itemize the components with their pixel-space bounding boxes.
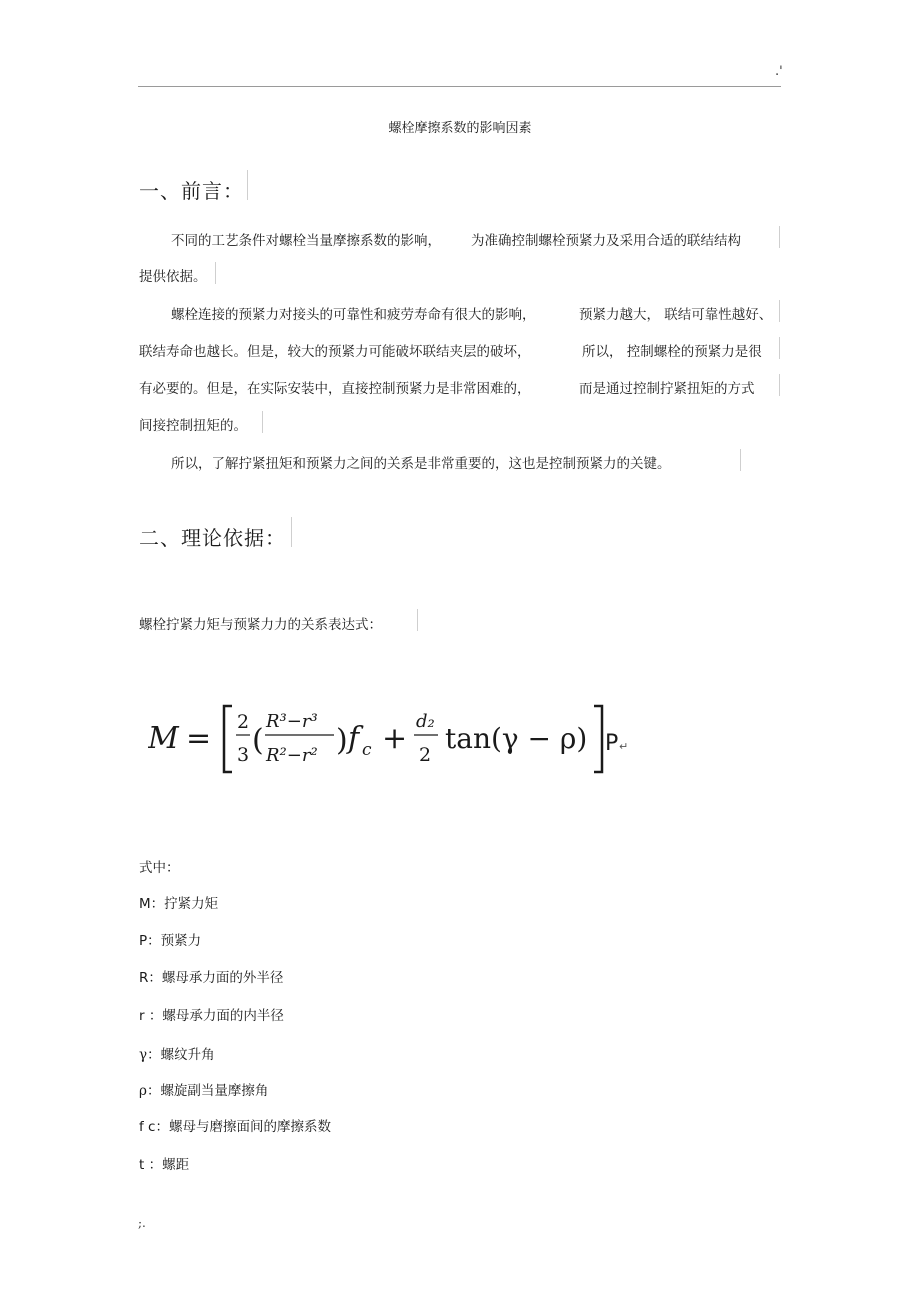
definition-separator: ： <box>146 1083 161 1099</box>
definition-item <box>139 1115 331 1135</box>
layout-marker <box>417 609 418 631</box>
definition-item <box>139 892 218 912</box>
definition-symbol: M <box>139 896 151 912</box>
layout-marker <box>215 262 216 284</box>
formula-suffix: P <box>605 731 619 756</box>
torque-preload-formula <box>148 700 628 780</box>
formula-lhs: M <box>148 721 179 756</box>
definition-text: 螺母承力面的外半径 <box>161 970 284 986</box>
paragraph-line: 而是通过控制拧紧扭矩的方式 <box>579 381 755 397</box>
frac1-den: 3 <box>237 744 250 766</box>
definition-text: 螺距 <box>162 1157 190 1173</box>
header-rule <box>138 86 781 87</box>
svg-text:=: = <box>186 721 212 756</box>
paragraph-line: 不同的工艺条件对螺栓当量摩擦系数的影响， <box>171 233 441 249</box>
paragraph-line: 提供依据。 <box>139 269 207 285</box>
svg-text:): ) <box>336 723 348 758</box>
layout-marker <box>740 449 741 471</box>
paragraph-line: 间接控制扭矩的。 <box>139 418 247 434</box>
definition-item <box>139 1153 189 1173</box>
layout-marker <box>779 300 780 322</box>
layout-marker <box>779 226 780 248</box>
formula-tan: tan(γ − ρ) <box>445 722 588 755</box>
paragraph-line: 为准确控制螺栓预紧力及采用合适的联结结构 <box>471 233 741 249</box>
formula-intro: 螺栓拧紧力矩与预紧力力的关系表达式： <box>139 617 382 633</box>
definition-item <box>139 1079 268 1099</box>
definition-symbol: P <box>139 933 148 949</box>
footer-mark: ;. <box>138 1216 146 1230</box>
definition-separator: ： <box>144 1157 163 1173</box>
definition-item <box>139 929 201 949</box>
definition-text: 螺母与磨擦面间的摩擦系数 <box>168 1119 331 1135</box>
definition-symbol: R <box>139 970 149 986</box>
document-title: 螺栓摩擦系数的影响因素 <box>388 121 532 136</box>
formula-fc: f <box>348 721 360 756</box>
definition-text: 预紧力 <box>160 933 202 949</box>
paragraph-line: 螺栓连接的预紧力对接头的可靠性和疲劳寿命有很大的影响， <box>171 307 536 323</box>
definition-separator: ： <box>147 1047 161 1063</box>
definition-item <box>139 1043 215 1063</box>
left-bracket <box>224 706 232 772</box>
definition-item <box>139 966 283 986</box>
frac3-den: 2 <box>419 744 432 766</box>
paragraph-line: 预紧力越大， 联结可靠性越好、 <box>579 307 773 323</box>
header-mark: .' <box>775 64 783 79</box>
definition-separator: ： <box>150 896 165 912</box>
formula-fc-sub: c <box>362 740 372 760</box>
frac3-num: d₂ <box>416 711 435 732</box>
layout-marker <box>262 411 263 433</box>
definition-symbol: f c <box>139 1119 156 1135</box>
definition-separator: ： <box>148 970 162 986</box>
section-heading-theory: 二、理论依据： <box>139 526 286 550</box>
definition-text: 拧紧力矩 <box>164 896 219 912</box>
svg-text:(: ( <box>252 723 264 758</box>
right-bracket <box>594 706 602 772</box>
paragraph-line: 所以， 控制螺栓的预紧力是很 <box>582 344 762 360</box>
definition-text: 螺纹升角 <box>160 1047 215 1063</box>
definition-symbol: ρ <box>139 1083 147 1099</box>
frac1-num: 2 <box>237 711 250 733</box>
definition-separator: ： <box>147 933 161 949</box>
definition-symbol: r <box>139 1008 145 1024</box>
paragraph-line: 有必要的。但是，在实际安装中，直接控制预紧力是非常困难的， <box>139 381 531 397</box>
layout-marker <box>779 374 780 396</box>
definition-separator: ： <box>155 1119 169 1135</box>
frac2-den: R²−r² <box>266 745 318 766</box>
layout-marker <box>291 517 292 547</box>
definition-symbol: γ <box>139 1047 148 1063</box>
definition-text: 螺母承力面的内半径 <box>162 1008 284 1024</box>
definition-symbol: t <box>139 1157 145 1173</box>
layout-marker <box>247 170 248 200</box>
layout-marker <box>779 337 780 359</box>
frac2-num: R³−r³ <box>266 711 318 732</box>
svg-text:+: + <box>382 721 408 756</box>
where-label: 式中： <box>139 860 180 876</box>
paragraph-line: 所以，了解拧紧扭矩和预紧力之间的关系是非常重要的，这也是控制预紧力的关键。 <box>171 456 671 472</box>
definition-separator: ： <box>144 1008 163 1024</box>
paragraph-line: 联结寿命也越长。但是，较大的预紧力可能破坏联结夹层的破坏， <box>139 344 531 360</box>
return-mark-icon: ↵ <box>619 740 628 753</box>
definition-text: 螺旋副当量摩擦角 <box>160 1083 269 1099</box>
definition-item <box>139 1004 284 1024</box>
section-heading-preface: 一、前言： <box>139 179 244 203</box>
